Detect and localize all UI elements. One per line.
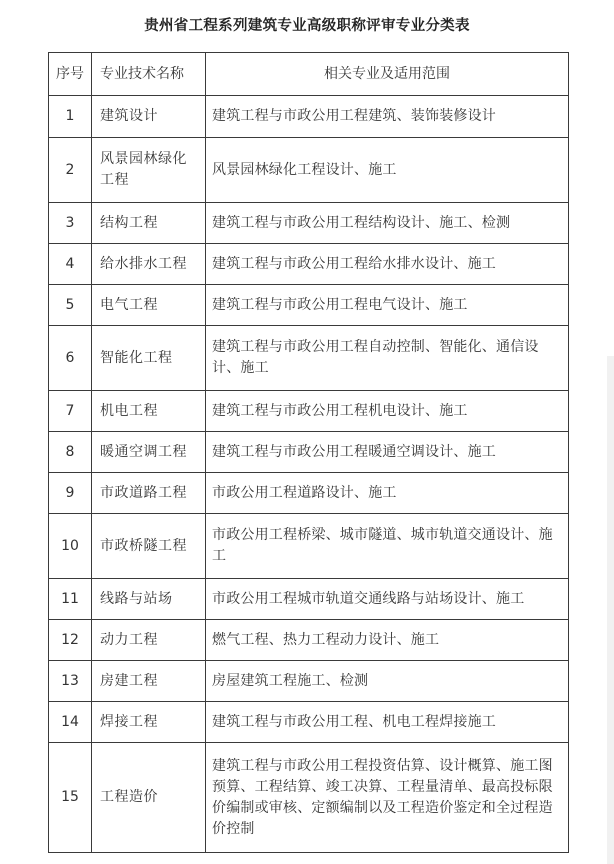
- row-number: 3: [49, 203, 92, 244]
- row-name: 暖通空调工程: [92, 432, 206, 473]
- table-row: [49, 138, 569, 203]
- row-name: 风景园林绿化工程: [92, 138, 206, 203]
- row-number: 1: [49, 96, 92, 138]
- row-name: 房建工程: [92, 661, 206, 702]
- row-number: 10: [49, 514, 92, 579]
- row-number: 9: [49, 473, 92, 514]
- row-scope: 建筑工程与市政公用工程给水排水设计、施工: [206, 244, 569, 285]
- row-scope: 建筑工程与市政公用工程电气设计、施工: [206, 285, 569, 326]
- row-scope: 建筑工程与市政公用工程投资估算、设计概算、施工图预算、工程结算、竣工决算、工程量清单、最高投标限价编制或审核、定额编制以及工程造价鉴定和全过程造价控制: [206, 743, 569, 853]
- row-scope: 燃气工程、热力工程动力设计、施工: [206, 620, 569, 661]
- row-scope: 建筑工程与市政公用工程结构设计、施工、检测: [206, 203, 569, 244]
- row-name: 市政道路工程: [92, 473, 206, 514]
- row-number: 11: [49, 579, 92, 620]
- row-name: 给水排水工程: [92, 244, 206, 285]
- table-row: [49, 285, 569, 326]
- header-number: 序号: [49, 53, 92, 96]
- table-row: [49, 514, 569, 579]
- row-scope: 市政公用工程桥梁、城市隧道、城市轨道交通设计、施工: [206, 514, 569, 579]
- table-row: [49, 620, 569, 661]
- table-row: [49, 203, 569, 244]
- table-row: [49, 702, 569, 743]
- table-row: [49, 391, 569, 432]
- row-name: 建筑设计: [92, 96, 206, 138]
- row-name: 市政桥隧工程: [92, 514, 206, 579]
- row-number: 4: [49, 244, 92, 285]
- row-scope: 市政公用工程道路设计、施工: [206, 473, 569, 514]
- scrollbar[interactable]: [607, 356, 614, 864]
- row-number: 5: [49, 285, 92, 326]
- table-row: [49, 96, 569, 138]
- row-name: 机电工程: [92, 391, 206, 432]
- table-header-row: [49, 53, 569, 96]
- table-row: [49, 473, 569, 514]
- table-row: [49, 432, 569, 473]
- row-number: 2: [49, 138, 92, 203]
- table-row: [49, 244, 569, 285]
- row-name: 动力工程: [92, 620, 206, 661]
- header-name: 专业技术名称: [92, 53, 206, 96]
- header-scope: 相关专业及适用范围: [206, 53, 569, 96]
- row-scope: 建筑工程与市政公用工程暖通空调设计、施工: [206, 432, 569, 473]
- table-row: [49, 743, 569, 853]
- row-scope: 建筑工程与市政公用工程机电设计、施工: [206, 391, 569, 432]
- row-name: 焊接工程: [92, 702, 206, 743]
- row-number: 13: [49, 661, 92, 702]
- row-scope: 建筑工程与市政公用工程自动控制、智能化、通信设计、施工: [206, 326, 569, 391]
- row-number: 8: [49, 432, 92, 473]
- row-scope: 市政公用工程城市轨道交通线路与站场设计、施工: [206, 579, 569, 620]
- row-scope: 建筑工程与市政公用工程、机电工程焊接施工: [206, 702, 569, 743]
- row-name: 智能化工程: [92, 326, 206, 391]
- row-number: 7: [49, 391, 92, 432]
- row-name: 结构工程: [92, 203, 206, 244]
- document-title: 贵州省工程系列建筑专业高级职称评审专业分类表: [144, 18, 470, 34]
- row-number: 12: [49, 620, 92, 661]
- row-number: 14: [49, 702, 92, 743]
- row-scope: 建筑工程与市政公用工程建筑、装饰装修设计: [206, 96, 569, 138]
- classification-table: [48, 52, 569, 853]
- row-number: 6: [49, 326, 92, 391]
- table-row: [49, 326, 569, 391]
- table-row: [49, 661, 569, 702]
- row-name: 电气工程: [92, 285, 206, 326]
- table-row: [49, 579, 569, 620]
- row-number: 15: [49, 743, 92, 853]
- row-name: 工程造价: [92, 743, 206, 853]
- row-scope: 风景园林绿化工程设计、施工: [206, 138, 569, 203]
- row-scope: 房屋建筑工程施工、检测: [206, 661, 569, 702]
- row-name: 线路与站场: [92, 579, 206, 620]
